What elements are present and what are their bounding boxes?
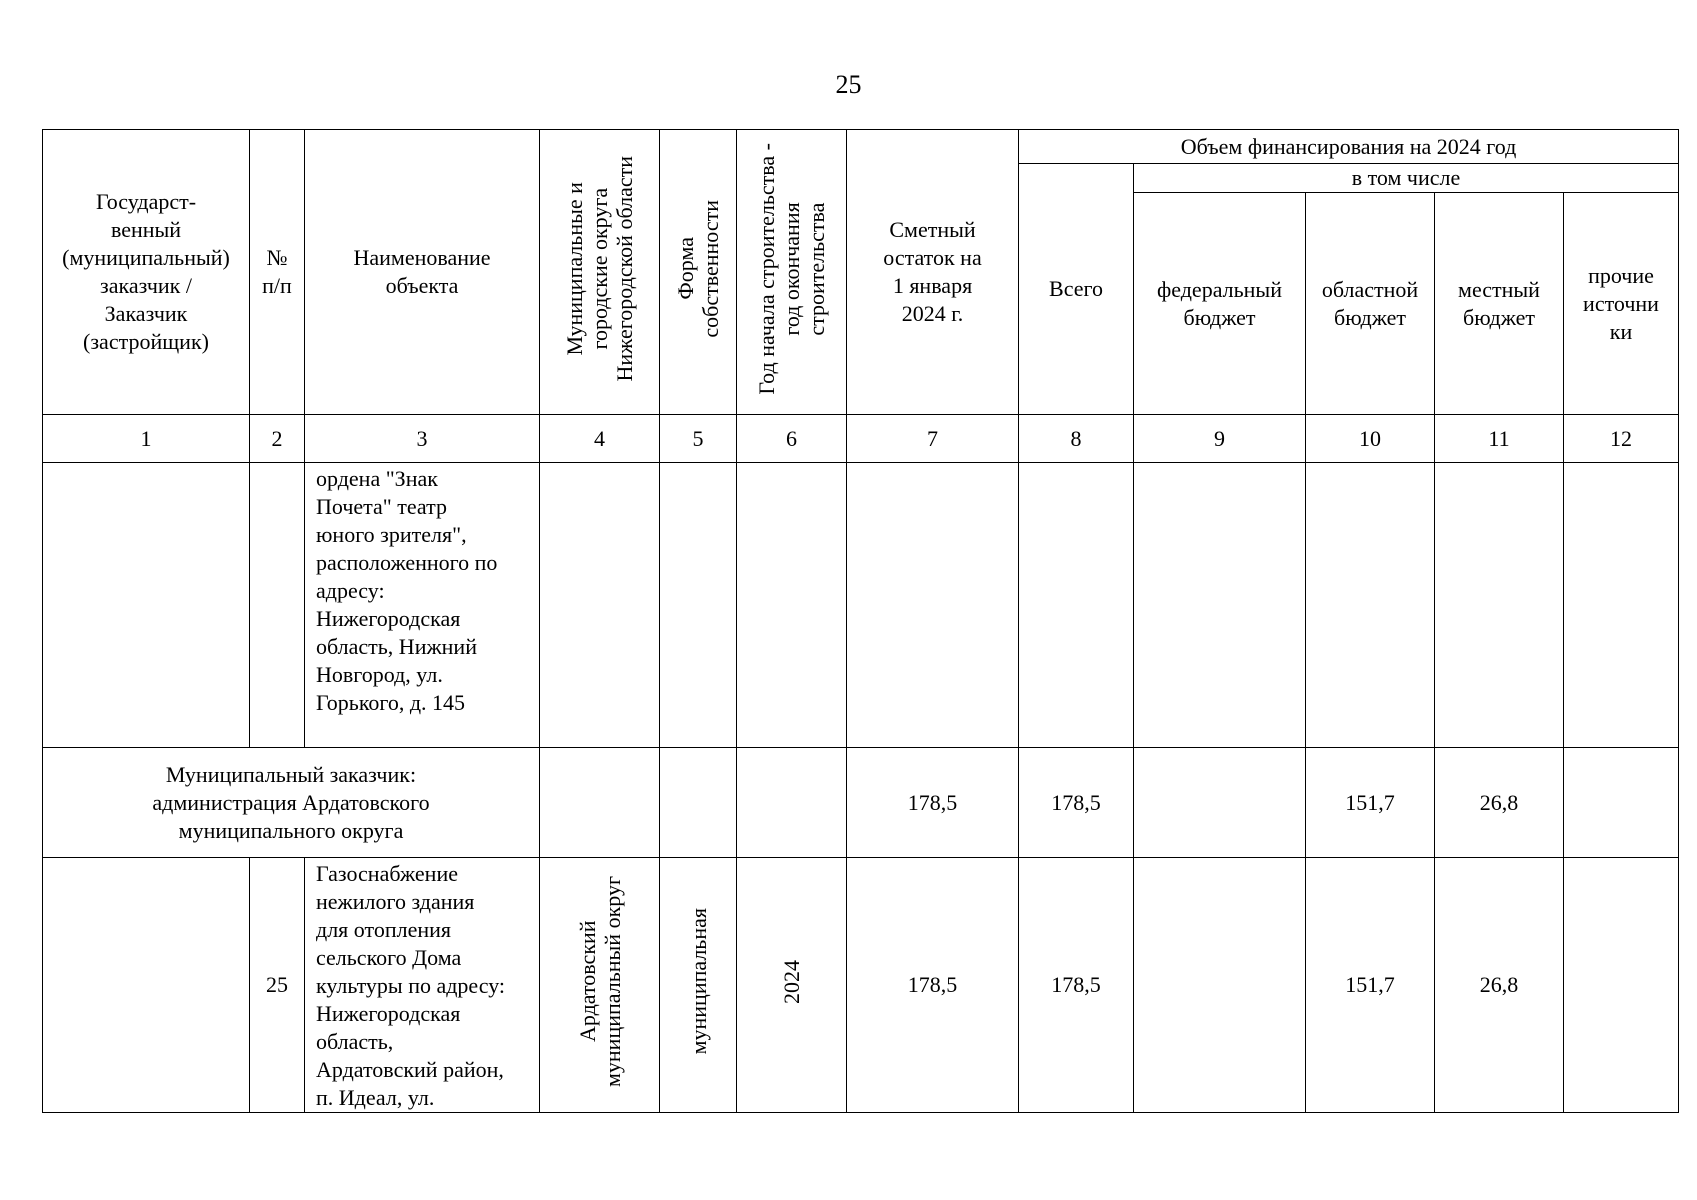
header-regional: областной бюджет (1306, 193, 1435, 415)
header-other: прочие источни ки (1564, 193, 1679, 415)
header-object-name: Наименование объекта (305, 130, 540, 415)
cell-object-name: Газоснабжение нежилого здания для отопления сельского Дома культуры по адресу: Нижегородская область, Ардатовский район, п. Идеал, ул. (305, 858, 540, 1113)
header-years-text: Год начала строительства - год окончания строительства (754, 142, 829, 395)
cell-object-name: ордена "Знак Почета" театр юного зрителя", расположенного по адресу: Нижегородская область, Нижний Новгород, ул. Горького, д. 145 (305, 463, 540, 748)
cell-other (1564, 858, 1679, 1113)
cell-ownership (660, 463, 737, 748)
cell-other (1564, 748, 1679, 858)
header-federal: федеральный бюджет (1134, 193, 1306, 415)
header-districts (540, 130, 660, 415)
cell-years-text: 2024 (779, 959, 804, 1004)
column-number: 6 (737, 415, 847, 463)
cell-years (737, 748, 847, 858)
customer-group-label: Муниципальный заказчик: администрация Ардатовского муниципального округа (43, 748, 540, 858)
cell-federal (1134, 748, 1306, 858)
column-number: 10 (1306, 415, 1435, 463)
column-number: 12 (1564, 415, 1679, 463)
column-number: 4 (540, 415, 660, 463)
financing-table (42, 129, 1679, 1113)
cell-ownership (660, 858, 737, 1113)
cell-total (1019, 463, 1134, 748)
customer-group-row (43, 748, 1679, 858)
cell-estimate: 178,5 (847, 748, 1019, 858)
cell-years (737, 463, 847, 748)
cell-ownership-text: муниципальная (685, 908, 711, 1055)
column-number: 2 (250, 415, 305, 463)
cell-federal (1134, 858, 1306, 1113)
header-row-1 (43, 130, 1679, 164)
header-customer: Государст- венный (муниципальный) заказчик / Заказчик (застройщик) (43, 130, 250, 415)
header-local: местный бюджет (1435, 193, 1564, 415)
cell-local (1435, 463, 1564, 748)
cell-district-text: Ардатовский муниципальный округ (574, 875, 625, 1087)
cell-years (737, 858, 847, 1113)
header-funding-title: Объем финансирования на 2024 год (1019, 130, 1679, 164)
cell-customer (43, 858, 250, 1113)
cell-total: 178,5 (1019, 858, 1134, 1113)
header-estimate: Сметный остаток на 1 января 2024 г. (847, 130, 1019, 415)
header-ownership (660, 130, 737, 415)
column-number: 9 (1134, 415, 1306, 463)
table-row (43, 463, 1679, 748)
table-row (43, 858, 1679, 1113)
cell-regional (1306, 463, 1435, 748)
header-districts-text: Муниципальные и городские округа Нижегородской области (562, 155, 637, 382)
cell-customer (43, 463, 250, 748)
column-number: 1 (43, 415, 250, 463)
header-ownership-text: Форма собственности (673, 199, 723, 338)
column-numbers-row (43, 415, 1679, 463)
cell-other (1564, 463, 1679, 748)
header-number: № п/п (250, 130, 305, 415)
column-number: 7 (847, 415, 1019, 463)
cell-district (540, 463, 660, 748)
cell-number (250, 463, 305, 748)
cell-estimate (847, 463, 1019, 748)
header-including: в том числе (1134, 164, 1679, 193)
page-number: 25 (835, 70, 862, 99)
column-number: 8 (1019, 415, 1134, 463)
cell-number: 25 (250, 858, 305, 1113)
cell-ownership (660, 748, 737, 858)
cell-district (540, 748, 660, 858)
cell-regional: 151,7 (1306, 858, 1435, 1113)
header-years (737, 130, 847, 415)
cell-local: 26,8 (1435, 858, 1564, 1113)
header-total: Всего (1019, 164, 1134, 415)
cell-federal (1134, 463, 1306, 748)
cell-regional: 151,7 (1306, 748, 1435, 858)
cell-total: 178,5 (1019, 748, 1134, 858)
cell-local: 26,8 (1435, 748, 1564, 858)
cell-estimate: 178,5 (847, 858, 1019, 1113)
cell-district (540, 858, 660, 1113)
column-number: 11 (1435, 415, 1564, 463)
column-number: 5 (660, 415, 737, 463)
column-number: 3 (305, 415, 540, 463)
